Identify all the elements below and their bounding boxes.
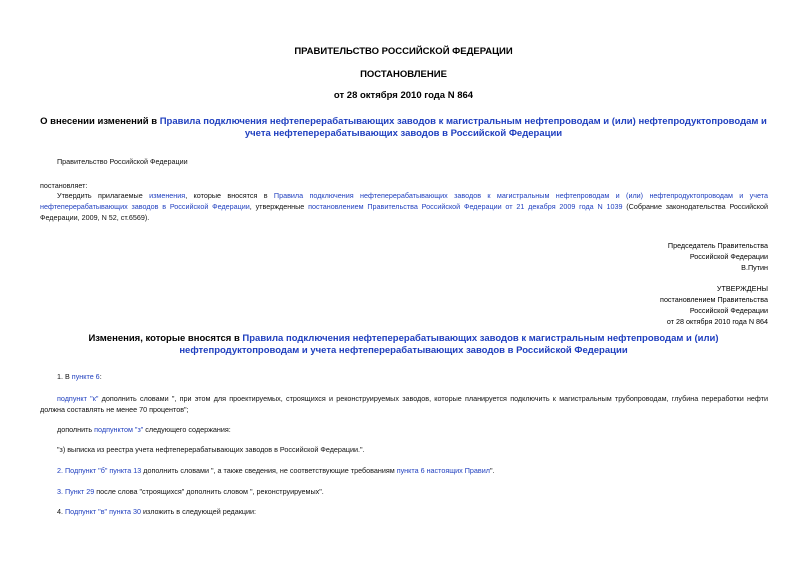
item-1: 1. В пункте 6: bbox=[57, 372, 102, 381]
title-prefix: О внесении изменений в bbox=[40, 116, 160, 127]
approved-date: от 28 октября 2010 года N 864 bbox=[666, 317, 768, 326]
signature-country: Российской Федерации bbox=[689, 252, 768, 261]
item-2: 2. Подпункт "б" пункта 13 дополнить словами ", а также сведения, не соответствующие требованиям пункта 6 настоящих Правил". bbox=[57, 466, 495, 475]
changes-title bbox=[40, 333, 767, 357]
quote-paragraph: "з) выписка из реестра учета нефтеперерабатывающих заводов в Российской Федерации.". bbox=[57, 445, 365, 454]
document-date-number: от 28 октября 2010 года N 864 bbox=[333, 90, 474, 101]
government-text: Правительство Российской Федерации bbox=[57, 157, 188, 166]
subpoint-z-link[interactable]: подпунктом "з" bbox=[94, 425, 144, 434]
changes-title-prefix: Изменения, которые вносятся в bbox=[88, 333, 243, 344]
approved-by: постановлением Правительства bbox=[660, 295, 768, 304]
rules-point-6-link[interactable]: пункта 6 настоящих Правил bbox=[396, 466, 490, 475]
point-30-link[interactable]: пункта 30 bbox=[109, 507, 141, 516]
approved-country: Российской Федерации bbox=[689, 306, 768, 315]
point-29-link[interactable]: 3. Пункт 29 bbox=[57, 487, 95, 496]
item-4: 4. Подпункт "в" пункта 30 изложить в следующей редакции: bbox=[57, 507, 257, 516]
approved-label: УТВЕРЖДЕНЫ bbox=[716, 284, 768, 293]
signature-name: В.Путин bbox=[741, 263, 768, 272]
title-rules-link[interactable]: Правила подключения нефтеперерабатывающих заводов к магистральным нефтепроводам и (или) нефтепродуктопроводам и учета нефтеперерабатывающих заводов в Российской Федерации bbox=[159, 116, 767, 139]
subpoint-v-link[interactable]: Подпункт "в" bbox=[65, 507, 108, 516]
approved-block bbox=[560, 283, 768, 327]
decrees-text: постановляет: bbox=[40, 181, 88, 190]
signature-position: Председатель Правительства bbox=[667, 241, 768, 250]
document-title bbox=[40, 116, 767, 140]
document-type-heading: ПОСТАНОВЛЕНИЕ bbox=[360, 69, 447, 80]
item-3: 3. Пункт 29 после слова "строящихся" дополнить словом ", реконструируемых". bbox=[57, 487, 324, 496]
point-6-link[interactable]: пункте 6 bbox=[71, 372, 100, 381]
changes-title-rules-link[interactable]: Правила подключения нефтеперерабатывающих заводов к магистральным нефтепроводам и (или) нефтепродуктопроводам и учета нефтеперерабатывающих заводов в Российской Федерации bbox=[179, 333, 719, 356]
subpoint-k-link[interactable]: подпункт "к" bbox=[57, 394, 99, 403]
add-subpoint-paragraph: дополнить подпунктом "з" следующего содержания: bbox=[57, 425, 231, 434]
government-heading: ПРАВИТЕЛЬСТВО РОССИЙСКОЙ ФЕДЕРАЦИИ bbox=[294, 46, 513, 57]
rules-link[interactable]: Правила подключения нефтеперерабатывающих заводов к магистральным нефтепроводам и (или) нефтепродуктопроводам и учета нефтеперерабатывающих заводов в Российской Федерации bbox=[40, 191, 768, 211]
signature-block bbox=[560, 240, 768, 273]
changes-link[interactable]: изменения bbox=[149, 191, 186, 200]
approve-paragraph: Утвердить прилагаемые изменения, которые вносятся в Правила подключения нефтеперерабатывающих заводов к магистральным нефтепроводам и (или) нефтепродуктопроводам и учета нефтеперерабатывающих заводов в Российской Федерации, утвержденные постановлением Правительства Российской Федерации от 21 декабря 2009 года N 1039 (Собрание законодательства Российской Федерации, 2009, N 52, ст.6569). bbox=[40, 191, 768, 222]
subpoint-k-paragraph: подпункт "к" дополнить словами ", при этом для проектируемых, строящихся и реконструируемых заводов, которые планируется подключить к магистральным трубопроводам, глубина переработки нефти должна составлять не менее 70 процентов"; bbox=[40, 394, 768, 414]
resolution-1039-link[interactable]: постановлением Правительства Российской Федерации от 21 декабря 2009 года N 1039 bbox=[308, 202, 623, 211]
point-13-link[interactable]: 2. Подпункт "б" пункта 13 bbox=[57, 466, 142, 475]
